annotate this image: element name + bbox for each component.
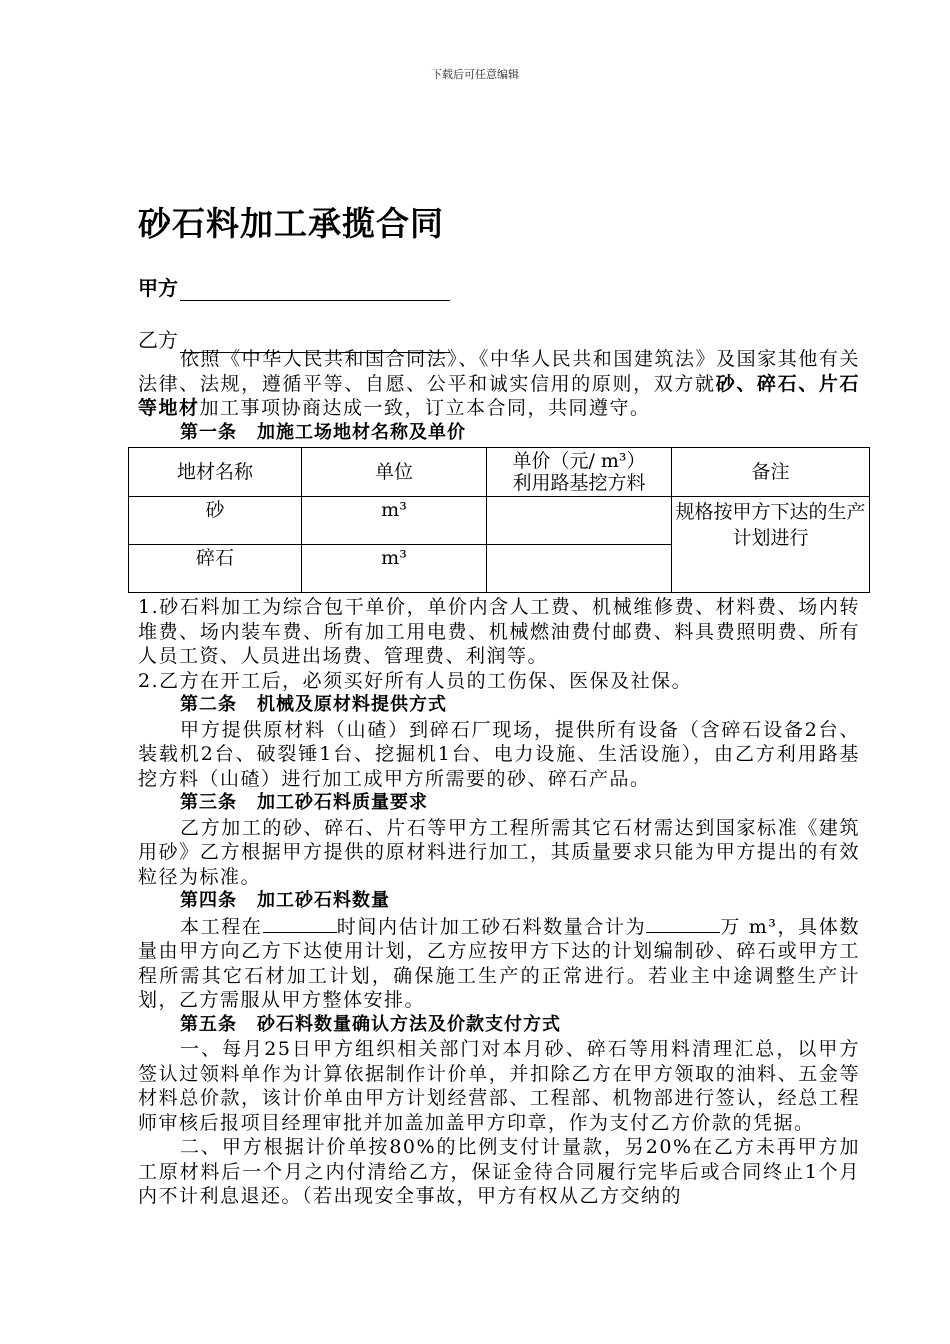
- article-1-heading: [138, 421, 860, 446]
- article-1-number: 第一条: [180, 421, 237, 443]
- article-2-title: 机械及原材料提供方式: [257, 694, 447, 715]
- article-4-text-c: 万 m³，: [720, 915, 799, 938]
- header-price: [487, 448, 672, 497]
- price-table-header: [129, 448, 870, 497]
- article-2-text: 甲方提供原材料（山碴）到碎石厂现场，提供所有设备（含碎石设备2台、装载机2台、破裂锤1台、挖掘机1台、电力设施、生活设施），由乙方利用路基挖方料（山碴）进行加工成甲方所需要的砂、碎石产品。: [138, 718, 860, 790]
- article-5-paragraph-1: 一、每月25日甲方组织相关部门对本月砂、碎石等用料清理汇总，以甲方签认过领料单作为计算依据制作计价单，并扣除乙方在甲方领取的油料、五金等材料总价款，该计价单由甲方计划经营部、工程部、机物部进行签认，经总工程师审核后报项目经理审批并加盖加盖甲方印章，作为支付乙方价款的凭据。: [138, 1038, 860, 1134]
- item-2: 2.乙方在开工后，必须买好所有人员的工伤保、医保及社保。: [138, 669, 693, 692]
- page-header-note: 下载后可任意编辑: [431, 68, 519, 81]
- time-blank: [263, 914, 337, 933]
- material-price: [487, 545, 672, 593]
- material-unit: m³: [302, 545, 487, 593]
- document-title: 砂石料加工承揽合同: [138, 204, 444, 243]
- article-5-paragraph-2: 二、甲方根据计价单按80%的比例支付计量款，另20%在乙方未再甲方加工原材料后一个月之内付清给乙方，保证金待合同履行完毕后或合同终止1个月内不计利息退还。（若出现安全事故，甲方有权从乙方交纳的: [138, 1136, 860, 1207]
- article-3-number: 第三条: [180, 792, 237, 813]
- material-name: 砂: [129, 497, 302, 545]
- article-4-text-a: 本工程在: [180, 915, 263, 938]
- article-1-title: 加施工场地材名称及单价: [257, 421, 466, 443]
- item-1: 1.砂石料加工为综合包干单价，单价内含人工费、机械维修费、材料费、场内转堆费、场内装车费、所有加工用电费、机械燃油费付邮费、料具费照明费、所有人员工资、人员进出场费、管理费、利润等。: [138, 596, 860, 667]
- party-b-label: 乙方: [138, 328, 178, 352]
- article-4-text: [138, 914, 860, 1013]
- table-note: 规格按甲方下达的生产计划进行: [672, 497, 870, 593]
- quantity-blank: [646, 914, 720, 933]
- header-unit: 单位: [302, 448, 487, 497]
- contract-body: [138, 347, 866, 1209]
- article-5-heading: [138, 1013, 860, 1038]
- header-price-line-1: 单价（元/ m³）: [512, 450, 646, 472]
- article-4-text-b: 时间内估计加工砂石料数量合计为: [336, 915, 647, 938]
- party-a-label: 甲方: [138, 276, 178, 300]
- article-3-text: 乙方加工的砂、碎石、片石等甲方工程所需其它石材需达到国家标准《建筑用砂》乙方根据甲方提供的原材料进行加工，其质量要求只能为甲方提出的有效粒径为标准。: [138, 816, 860, 888]
- table-row: [129, 497, 870, 545]
- intro-paragraph: [138, 347, 860, 421]
- header-price-line-2: 利用路基挖方料: [512, 472, 646, 494]
- article-4-title: 加工砂石料数量: [257, 890, 390, 911]
- article-4-number: 第四条: [180, 890, 237, 911]
- article-4-heading: [138, 889, 860, 914]
- article-5-number: 第五条: [180, 1013, 237, 1035]
- article-3-title: 加工砂石料质量要求: [257, 792, 428, 813]
- intro-text-1: 依照《中华人民共和国合同法》、《中华人民共和国建筑法》及国家其他有关法律、法规，遵循平等、自愿、公平和诚实信用的原则，双方就: [138, 348, 860, 395]
- material-name: 碎石: [129, 545, 302, 593]
- material-price: [487, 497, 672, 545]
- party-a-blank: [180, 280, 450, 301]
- price-table: [128, 447, 870, 593]
- material-unit: m³: [302, 497, 487, 545]
- party-a-line: [138, 272, 450, 301]
- article-4-text-d: 具体数量由甲方向乙方下达使用计划，乙方应按甲方下达的计划编制砂、碎石或甲方工程所需其它石材加工计划，确保施工生产的正常进行。若业主中途调整生产计划，乙方需服从甲方整体安排。: [138, 915, 860, 1011]
- article-2-heading: [138, 693, 860, 718]
- intro-bold-text: 砂、碎石、片石等地材: [138, 372, 860, 419]
- header-note: 备注: [672, 448, 870, 497]
- article-2-number: 第二条: [180, 694, 237, 715]
- header-material: 地材名称: [129, 448, 302, 497]
- article-3-heading: [138, 791, 860, 816]
- intro-text-2: 加工事项协商达成一致，订立本合同，共同遵守。: [199, 397, 651, 419]
- article-5-title: 砂石料数量确认方法及价款支付方式: [257, 1013, 561, 1035]
